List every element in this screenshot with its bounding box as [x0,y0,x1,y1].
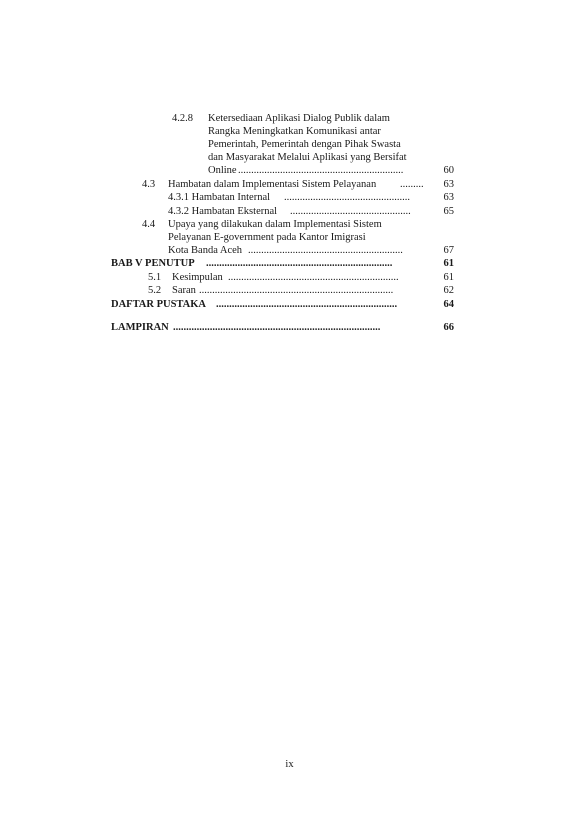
toc-page-number: 65 [443,206,454,217]
toc-leader-dots: ............................................................... [238,165,404,176]
toc-title-line: Pelayanan E-government pada Kantor Imigrasi [168,232,366,243]
toc-page-number: 64 [443,299,454,310]
toc-title: Kesimpulan [172,272,223,283]
toc-number-4-3: 4.3 [142,179,156,190]
toc-page-number: 67 [443,245,454,256]
toc-title-line: dan Masyarakat Melalui Aplikasi yang Bersifat [208,152,407,163]
toc-title: Saran [172,285,196,296]
toc-title: Hambatan dalam Implementasi Sistem Pelayanan [168,179,377,190]
toc-title-line: Upaya yang dilakukan dalam Implementasi Sistem [168,219,382,230]
toc-chapter-title: BAB V PENUTUP [111,258,195,269]
toc-leader-dots: ............................................................................... [173,322,381,333]
toc-title-line: Online [208,165,237,176]
toc-leader-dots: .......................................................................... [199,285,394,296]
toc-leader-dots: ......... [400,179,424,190]
toc-leader-dots: ........................................................... [248,245,403,256]
toc-page-number: 63 [443,192,454,203]
page-number-footer: ix [285,759,294,770]
toc-page-number: 63 [443,179,454,190]
toc-title-line: Kota Banda Aceh [168,245,243,256]
toc-chapter-title: LAMPIRAN [111,322,169,333]
toc-leader-dots: ................................................ [284,192,410,203]
toc-number-4-4: 4.4 [142,219,156,230]
toc-title-line: Rangka Meningkatkan Komunikasi antar [208,126,381,137]
toc-chapter-title: DAFTAR PUSTAKA [111,299,206,310]
toc-page-number: 61 [443,258,454,269]
toc-leader-dots: ....................................................................... [206,258,393,269]
toc-number-5-1: 5.1 [148,272,162,283]
toc-number-4-2-8: 4.2.8 [172,113,193,124]
toc-leader-dots: ................................................................. [228,272,399,283]
toc-page-number: 62 [443,285,454,296]
toc-leader-dots: ..................................................................... [216,299,398,310]
toc-title: 4.3.2 Hambatan Eksternal [168,206,278,217]
toc-title-line: Pemerintah, Pemerintah dengan Pihak Swasta [208,139,401,150]
toc-title-line: Ketersediaan Aplikasi Dialog Publik dalam [208,113,390,124]
toc-page-number: 61 [443,272,454,283]
toc-page-number: 66 [443,322,454,333]
toc-number-5-2: 5.2 [148,285,162,296]
toc-page-number: 60 [443,165,454,176]
toc-title: 4.3.1 Hambatan Internal [168,192,271,203]
toc-leader-dots: .............................................. [290,206,411,217]
